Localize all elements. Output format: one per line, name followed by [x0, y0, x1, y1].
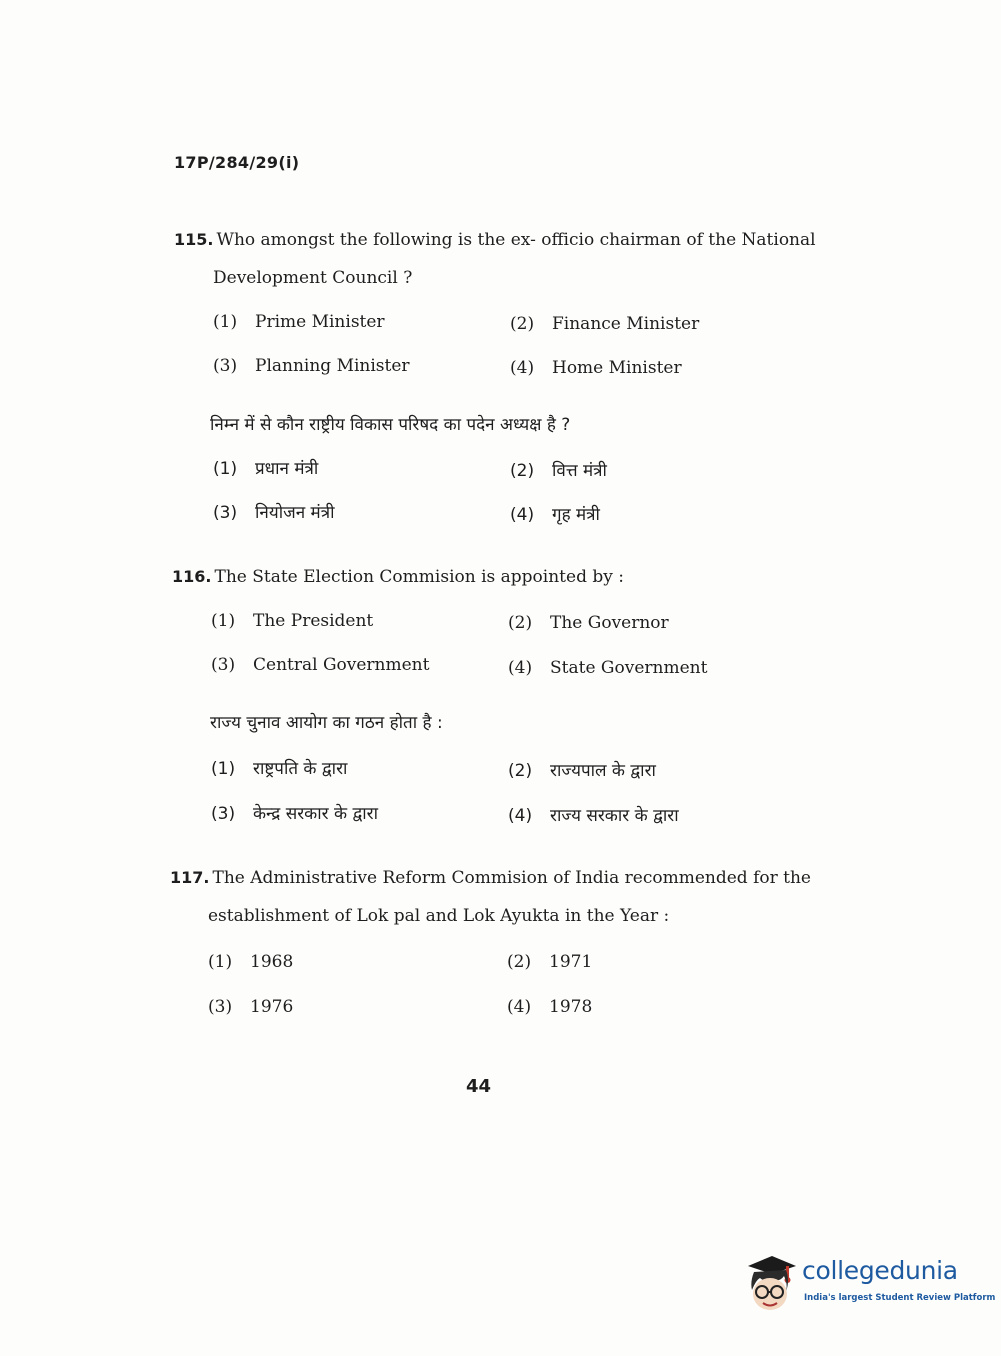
q115-hindi-option-3: (3) नियोजन मंत्री [213, 503, 335, 523]
q116-hindi-option-4: (4) राज्य सरकार के द्वारा [508, 806, 679, 826]
paper-code: 17P/284/29(i) [174, 153, 300, 172]
q115-hindi-option-4: (4) गृह मंत्री [510, 505, 600, 525]
q117-option-2: (2) 1971 [507, 952, 593, 972]
brand-name: collegedunia [802, 1256, 958, 1285]
q115-option-1: (1) Prime Minister [213, 312, 385, 332]
q117-option-4: (4) 1978 [507, 997, 593, 1017]
question-117-line2: establishment of Lok pal and Lok Ayukta in the Year : [208, 906, 670, 926]
q115-option-4: (4) Home Minister [510, 358, 682, 378]
q116-option-3: (3) Central Government [211, 655, 430, 675]
question-116-hindi: राज्य चुनाव आयोग का गठन होता है : [210, 713, 443, 733]
question-115-line2: Development Council ? [213, 268, 413, 288]
question-number: 116. [172, 567, 212, 586]
question-115-hindi: निम्न में से कौन राष्ट्रीय विकास परिषद का पदेन अध्यक्ष है ? [210, 415, 571, 435]
page-number: 44 [466, 1076, 492, 1097]
q116-hindi-option-3: (3) केन्द्र सरकार के द्वारा [211, 804, 378, 824]
q115-hindi-option-2: (2) वित्त मंत्री [510, 461, 607, 481]
question-number: 115. [174, 230, 214, 249]
collegedunia-watermark [742, 1248, 996, 1318]
brand-tagline: India's largest Student Review Platform [804, 1293, 996, 1303]
q116-option-2: (2) The Governor [508, 613, 669, 633]
q116-option-1: (1) The President [211, 611, 374, 631]
mascot-logo-icon [742, 1252, 798, 1316]
q116-option-4: (4) State Government [508, 658, 708, 678]
question-number: 117. [170, 868, 210, 887]
q115-option-3: (3) Planning Minister [213, 356, 410, 376]
q117-option-3: (3) 1976 [208, 997, 294, 1017]
q116-hindi-option-2: (2) राज्यपाल के द्वारा [508, 761, 656, 781]
q115-option-2: (2) Finance Minister [510, 314, 700, 334]
question-116-line1: 116. The State Election Commision is appointed by : [172, 567, 624, 587]
q117-option-1: (1) 1968 [208, 952, 294, 972]
q115-hindi-option-1: (1) प्रधान मंत्री [213, 459, 319, 479]
q116-hindi-option-1: (1) राष्ट्रपति के द्वारा [211, 759, 348, 779]
question-115-line1: 115. Who amongst the following is the ex- officio chairman of the National [174, 230, 816, 250]
question-117-line1: 117. The Administrative Reform Commision of India recommended for the [170, 868, 811, 888]
